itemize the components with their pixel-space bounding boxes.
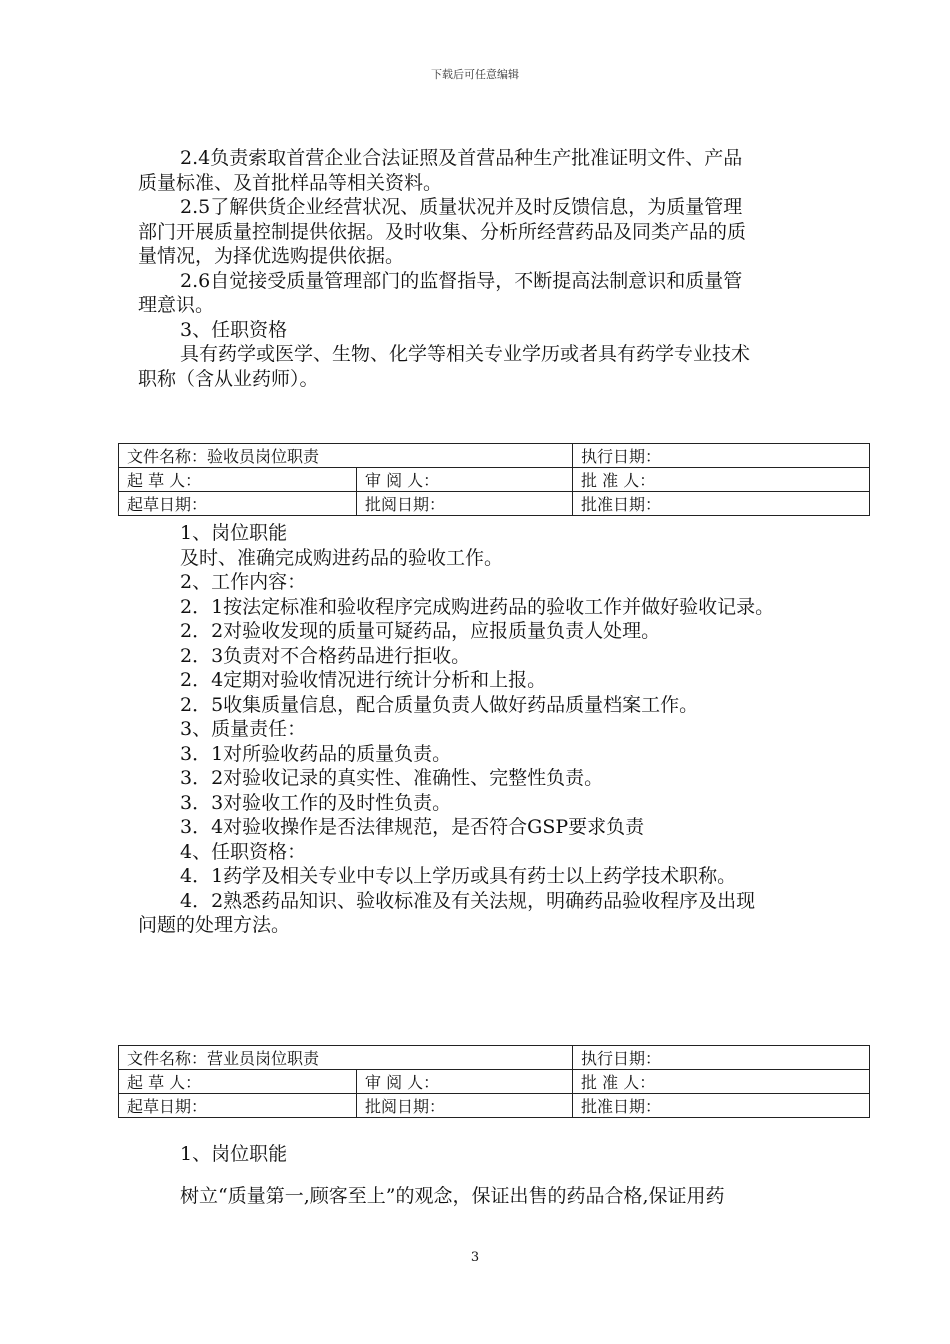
approve-date-cell: 批准日期： (573, 492, 870, 516)
reviewer-cell: 审 阅 人： (357, 468, 573, 492)
text-line: 1、岗位职能 (180, 522, 288, 544)
approve-date-cell: 批准日期： (573, 1094, 870, 1118)
section-inspector-duties (138, 521, 878, 938)
draft-date-cell: 起草日期： (119, 1094, 357, 1118)
text-line: 2.6自觉接受质量管理部门的监督指导，不断提高法制意识和质量管 (180, 269, 743, 292)
drafter-cell: 起 草 人： (119, 1070, 357, 1094)
text-line: 质量标准、及首批样品等相关资料。 (138, 171, 443, 194)
doc-info-table-inspector (118, 443, 870, 516)
section-sales-duties (138, 1133, 878, 1217)
drafter-cell: 起 草 人： (119, 468, 357, 492)
text-line: 4．2熟悉药品知识、验收标准及有关法规，明确药品验收程序及出现 (180, 889, 756, 912)
text-line: 树立“质量第一,顾客至上”的观念，保证出售的药品合格,保证用药 (180, 1185, 725, 1207)
text-line: 2．1按法定标准和验收程序完成购进药品的验收工作并做好验收记录。 (180, 595, 775, 618)
text-line: 2．5收集质量信息，配合质量负责人做好药品质量档案工作。 (180, 693, 699, 716)
text-line: 1、岗位职能 (180, 1143, 288, 1165)
approver-cell: 批 准 人： (573, 468, 870, 492)
text-line: 2.4负责索取首营企业合法证照及首营品种生产批准证明文件、产品 (180, 147, 743, 169)
text-line: 具有药学或医学、生物、化学等相关专业学历或者具有药学专业技术 (180, 343, 751, 365)
text-line: 3、质量责任： (180, 718, 307, 740)
text-line: 2.5了解供货企业经营状况、质量状况并及时反馈信息，为质量管理 (180, 196, 743, 218)
text-line: 及时、准确完成购进药品的验收工作。 (180, 546, 504, 569)
exec-date-cell: 执行日期： (573, 444, 870, 468)
page-number: 3 (470, 1250, 480, 1265)
text-line: 4．1药学及相关专业中专以上学历或具有药士以上药学技术职称。 (180, 865, 737, 887)
text-line: 3．2对验收记录的真实性、准确性、完整性负责。 (180, 767, 604, 789)
text-line: 3．3对验收工作的及时性负责。 (180, 791, 452, 814)
page-header: 下载后可任意编辑 (431, 68, 519, 81)
text-line: 理意识。 (138, 294, 215, 316)
draft-date-cell: 起草日期： (119, 492, 357, 516)
text-line: 3、任职资格 (180, 318, 288, 341)
text-line: 2．3负责对不合格药品进行拒收。 (180, 644, 471, 667)
review-date-cell: 批阅日期： (357, 1094, 573, 1118)
text-line: 2、工作内容： (180, 571, 307, 593)
section-purchaser-duties (138, 146, 878, 391)
text-line: 问题的处理方法。 (138, 914, 291, 936)
approver-cell: 批 准 人： (573, 1070, 870, 1094)
text-line: 职称（含从业药师）。 (138, 367, 319, 390)
text-line: 4、任职资格： (180, 840, 307, 863)
doc-info-table-sales (118, 1045, 870, 1118)
text-line: 3．4对验收操作是否法律规范，是否符合GSP要求负责 (180, 816, 645, 838)
reviewer-cell: 审 阅 人： (357, 1070, 573, 1094)
text-line: 3．1对所验收药品的质量负责。 (180, 742, 452, 765)
text-line: 部门开展质量控制提供依据。及时收集、分析所经营药品及同类产品的质 (138, 220, 747, 243)
exec-date-cell: 执行日期： (573, 1046, 870, 1070)
file-name-cell: 文件名称：营业员岗位职责 (119, 1046, 573, 1070)
file-name-cell: 文件名称：验收员岗位职责 (119, 444, 573, 468)
review-date-cell: 批阅日期： (357, 492, 573, 516)
text-line: 2．2对验收发现的质量可疑药品，应报质量负责人处理。 (180, 620, 661, 642)
text-line: 量情况，为择优选购提供依据。 (138, 245, 405, 267)
text-line: 2．4定期对验收情况进行统计分析和上报。 (180, 669, 547, 691)
